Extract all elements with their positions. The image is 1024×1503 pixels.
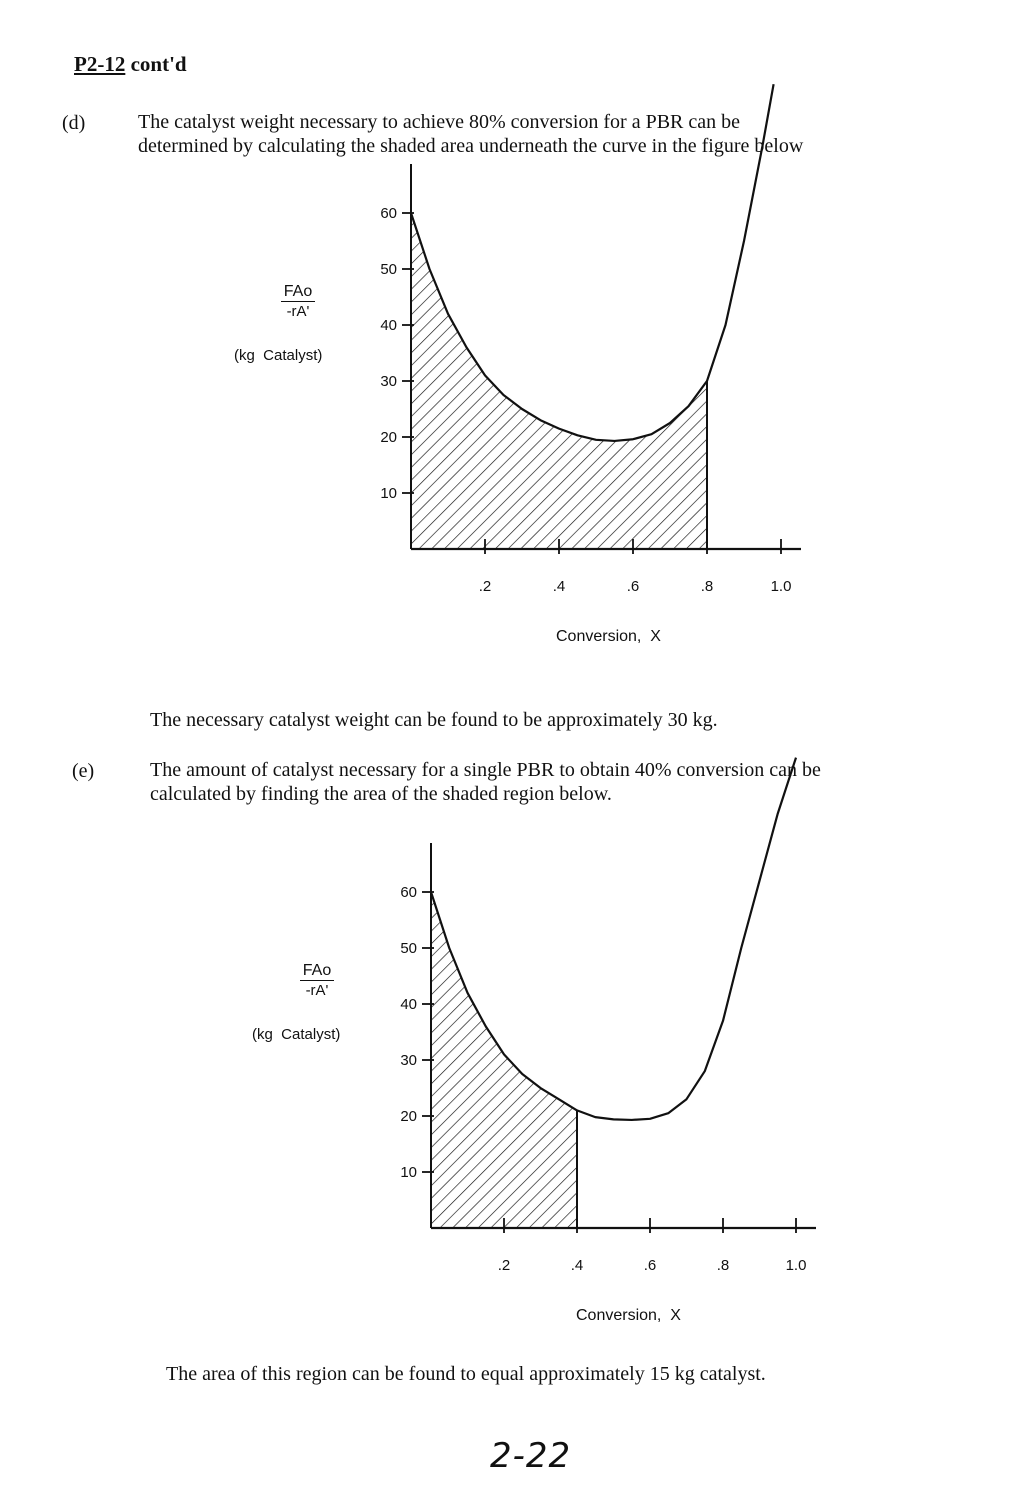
x-tick-label: .4 bbox=[552, 578, 566, 595]
part-d-line2: determined by calculating the shaded area underneath the curve in the figure below bbox=[138, 135, 804, 157]
header-suffix: cont'd bbox=[125, 52, 187, 76]
x-tick-label: .6 bbox=[643, 1257, 657, 1274]
y-tick-label: 40 bbox=[380, 317, 397, 334]
y-tick-label: 40 bbox=[400, 996, 417, 1013]
part-d-label: (d) bbox=[62, 112, 86, 134]
x-tick-label: .6 bbox=[626, 578, 640, 595]
chart-e-ylabel-denominator: -rA' bbox=[305, 982, 329, 999]
x-tick-label: 1.0 bbox=[770, 578, 792, 595]
y-tick-label: 50 bbox=[400, 940, 417, 957]
part-e-label: (e) bbox=[72, 760, 95, 782]
y-tick-label: 10 bbox=[380, 485, 397, 502]
y-tick-label: 10 bbox=[400, 1164, 417, 1181]
y-tick-label: 30 bbox=[380, 373, 397, 390]
part-e-result: The area of this region can be found to equal approximately 15 kg catalyst. bbox=[166, 1363, 766, 1385]
chart-e-xlabel: Conversion, X bbox=[576, 1307, 681, 1324]
chart-e-ylabel-units: (kg Catalyst) bbox=[252, 1026, 341, 1043]
y-tick-label: 60 bbox=[400, 884, 417, 901]
part-d-result: The necessary catalyst weight can be found to be approximately 30 kg. bbox=[150, 709, 718, 731]
x-tick-label: .8 bbox=[716, 1257, 730, 1274]
x-tick-label: .2 bbox=[478, 578, 492, 595]
chart-d-ylabel-denominator: -rA' bbox=[286, 303, 310, 320]
y-tick-label: 50 bbox=[380, 261, 397, 278]
chart-e-ylabel bbox=[249, 962, 385, 999]
x-tick-label: .8 bbox=[700, 578, 714, 595]
chart-d-xlabel: Conversion, X bbox=[556, 628, 661, 645]
x-tick-label: 1.0 bbox=[785, 1257, 807, 1274]
x-tick-label: .2 bbox=[497, 1257, 511, 1274]
part-e-line1: The amount of catalyst necessary for a single PBR to obtain 40% conversion can be bbox=[150, 759, 821, 781]
problem-code: P2-12 bbox=[74, 52, 126, 76]
shaded-area bbox=[431, 892, 577, 1228]
chart-d-ylabel-units: (kg Catalyst) bbox=[234, 347, 323, 364]
y-tick-label: 60 bbox=[380, 205, 397, 222]
y-tick-label: 20 bbox=[400, 1108, 417, 1125]
page-number: 2-22 bbox=[490, 1436, 572, 1476]
part-d-line1: The catalyst weight necessary to achieve 80% conversion for a PBR can be bbox=[138, 111, 741, 133]
part-e-line2: calculated by finding the area of the shaded region below. bbox=[150, 783, 612, 805]
chart-e-ylabel-numerator: FAo bbox=[300, 962, 334, 981]
x-tick-label: .4 bbox=[570, 1257, 584, 1274]
y-tick-label: 30 bbox=[400, 1052, 417, 1069]
y-tick-label: 20 bbox=[380, 429, 397, 446]
chart-d-ylabel-numerator: FAo bbox=[281, 283, 315, 302]
